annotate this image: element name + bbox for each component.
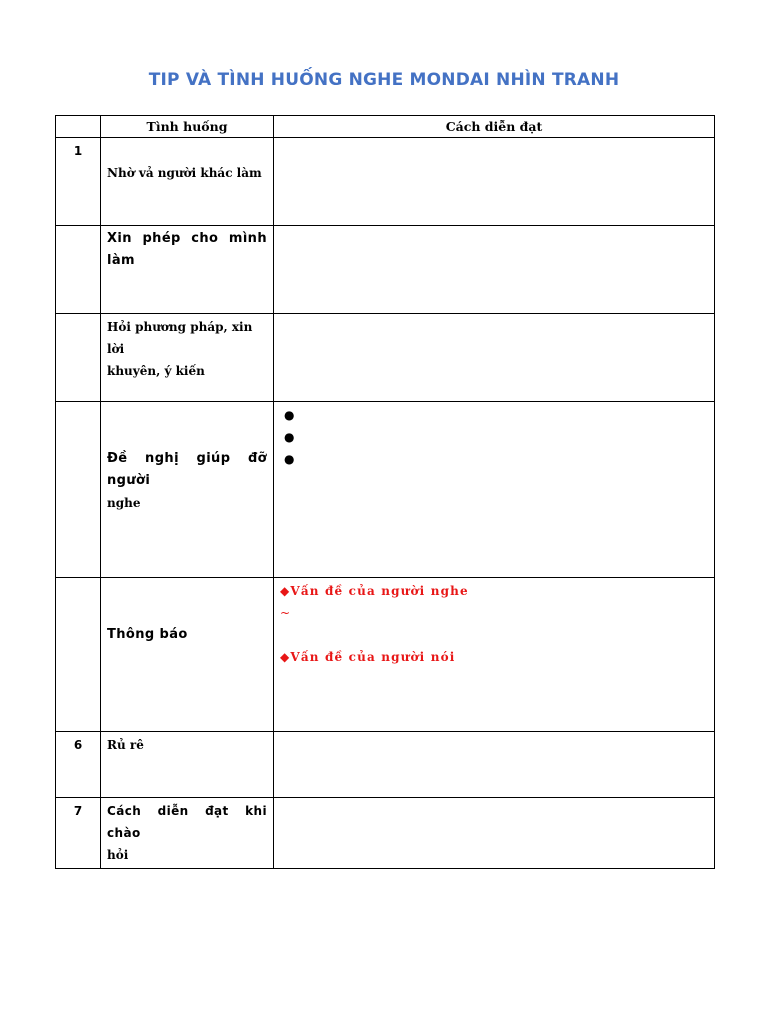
- expression-cell: [274, 732, 715, 798]
- situation-cell: [101, 314, 274, 402]
- situation-cell: [101, 732, 274, 798]
- situation-vn: Rủ rê: [107, 738, 144, 752]
- situation-table: [55, 115, 715, 869]
- expression-cell: [274, 314, 715, 402]
- row-number: [56, 402, 101, 578]
- notice-heading-listener: ◆Vấn đề của người nghe: [280, 584, 469, 598]
- situation-vn: Cách diễn đạt khi chào: [107, 804, 267, 840]
- situation-vn: Đề nghị giúp đỡ người: [107, 451, 267, 488]
- table-row: [56, 226, 715, 314]
- bullet-icon: ●: [284, 430, 295, 444]
- situation-vn: Hỏi phương pháp, xin lời: [107, 320, 253, 356]
- list-item: [280, 404, 708, 426]
- expression-cell: [274, 226, 715, 314]
- situation-cell: [101, 402, 274, 578]
- bullet-icon: ●: [284, 452, 295, 466]
- expression-cell: [274, 798, 715, 869]
- situation-vn-cont: nghe: [107, 496, 141, 510]
- table-row: [56, 732, 715, 798]
- diamond-icon: ◆: [280, 584, 291, 598]
- row-number: 7: [56, 798, 101, 869]
- situation-vn: Xin phép cho mình: [107, 231, 267, 246]
- row-number: 1: [56, 138, 101, 226]
- table-row: [56, 578, 715, 732]
- table-row: [56, 138, 715, 226]
- situation-vn-cont: hỏi: [107, 848, 129, 862]
- list-item: [280, 426, 708, 448]
- table-row: [56, 798, 715, 869]
- example-line: ~: [280, 606, 292, 620]
- situation-vn-cont: làm: [107, 253, 135, 268]
- situation-cell: [101, 578, 274, 732]
- expression-cell: [274, 402, 715, 578]
- situation-vn: Thông báo: [107, 627, 188, 642]
- situation-vn-cont: khuyên, ý kiến: [107, 364, 205, 378]
- table-row: [56, 314, 715, 402]
- expression-cell: [274, 578, 715, 732]
- header-expression: Cách diễn đạt: [274, 116, 715, 138]
- notice-heading-speaker: ◆Vấn đề của người nói: [280, 650, 456, 664]
- row-number: 6: [56, 732, 101, 798]
- list-item: [280, 448, 708, 470]
- page-title: TIP VÀ TÌNH HUỐNG NGHE MONDAI NHÌN TRANH: [148, 70, 620, 90]
- row-number: [56, 314, 101, 402]
- table-header-row: [56, 116, 715, 138]
- diamond-icon: ◆: [280, 650, 291, 664]
- situation-vn: Nhờ vả người khác làm: [107, 166, 262, 180]
- bullet-icon: ●: [284, 408, 295, 422]
- header-number: [56, 116, 101, 138]
- expression-cell: [274, 138, 715, 226]
- table-row: [56, 402, 715, 578]
- row-number: [56, 578, 101, 732]
- situation-cell: [101, 138, 274, 226]
- situation-cell: [101, 798, 274, 869]
- situation-cell: [101, 226, 274, 314]
- header-situation: Tình huống: [101, 116, 274, 138]
- row-number: [56, 226, 101, 314]
